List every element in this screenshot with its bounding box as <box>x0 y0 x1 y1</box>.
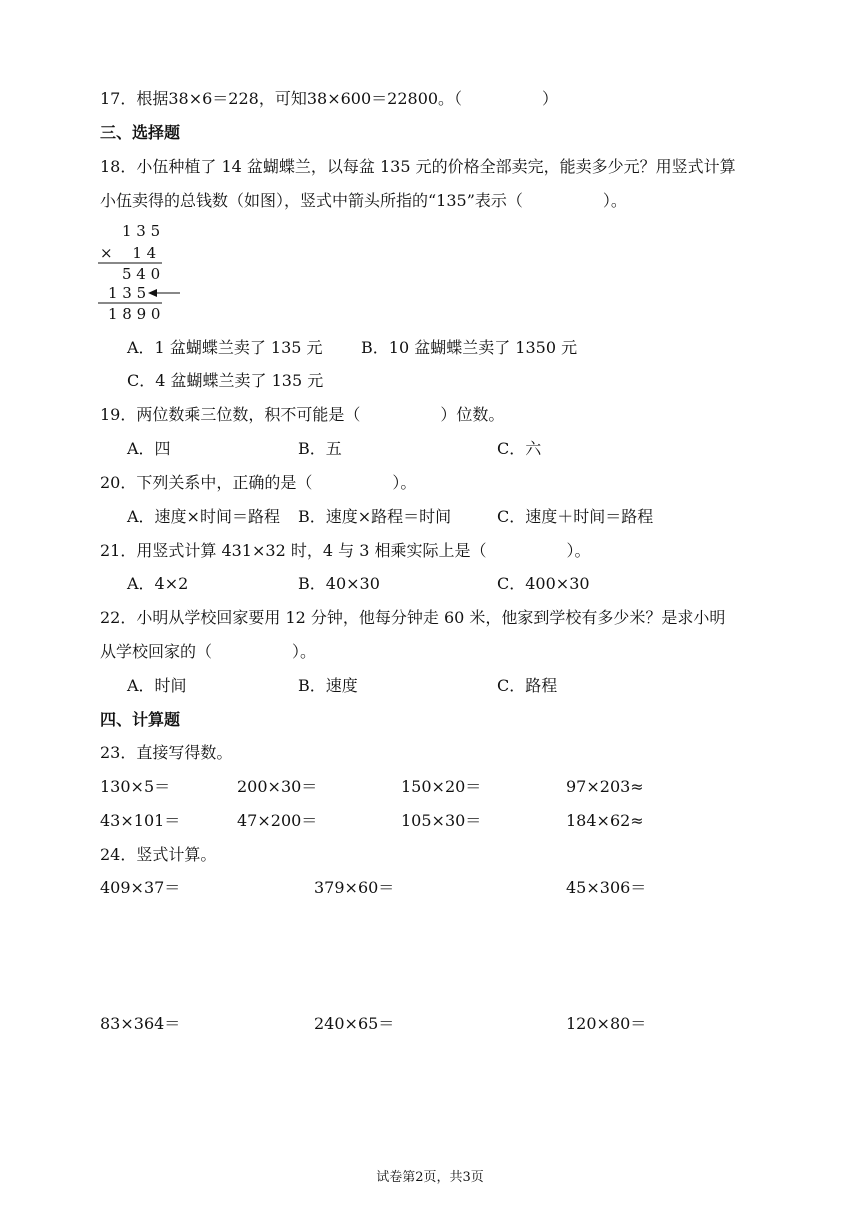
q24-item: 379×60＝ <box>314 878 395 897</box>
q21-option-b[interactable]: B．40×30 <box>298 574 380 593</box>
section-heading-choice: 三、选择题 <box>100 123 181 142</box>
q22-option-c[interactable]: C．路程 <box>497 676 558 695</box>
q23-item: 43×101＝ <box>100 811 181 830</box>
question-22-line1: 22．小明从学校回家要用 12 分钟，他每分钟走 60 米，他家到学校有多少米？是求小明 <box>100 608 726 627</box>
final-product: 1 8 9 0 <box>108 305 161 322</box>
question-19: 19．两位数乘三位数，积不可能是（ ）位数。 <box>100 405 505 424</box>
q24-item: 409×37＝ <box>100 878 181 897</box>
q23-item: 184×62≈ <box>566 811 644 830</box>
section-heading-calculation: 四、计算题 <box>100 710 181 729</box>
question-24: 24．竖式计算。 <box>100 845 217 864</box>
multiplier: × 1 4 <box>100 244 157 262</box>
q23-item: 200×30＝ <box>237 777 318 796</box>
q23-item: 97×203≈ <box>566 777 644 796</box>
question-20: 20．下列关系中，正确的是（ ）。 <box>100 473 417 492</box>
q18-option-b[interactable]: B．10 盆蝴蝶兰卖了 1350 元 <box>361 338 578 357</box>
question-18-line2: 小伍卖得的总钱数（如图），竖式中箭头所指的“135”表示（ ）。 <box>100 191 627 210</box>
partial-product-1: 5 4 0 <box>122 265 161 283</box>
question-23: 23．直接写得数。 <box>100 743 233 762</box>
q24-item: 240×65＝ <box>314 1014 395 1033</box>
q21-option-c[interactable]: C．400×30 <box>497 574 590 593</box>
q20-option-a[interactable]: A．速度×时间＝路程 <box>127 507 280 526</box>
q24-item: 120×80＝ <box>566 1014 647 1033</box>
q18-option-c[interactable]: C．4 盆蝴蝶兰卖了 135 元 <box>127 371 324 390</box>
q19-option-a[interactable]: A．四 <box>127 439 171 458</box>
q22-option-b[interactable]: B．速度 <box>298 676 358 695</box>
question-18-line1: 18．小伍种植了 14 盆蝴蝶兰，以每盆 135 元的价格全部卖完，能卖多少元？用竖式计算 <box>100 157 736 176</box>
arrow-head <box>148 289 157 297</box>
question-17: 17．根据38×6＝228，可知38×600＝22800。（ ） <box>100 89 559 108</box>
q23-item: 105×30＝ <box>401 811 482 830</box>
vertical-multiplication-figure <box>96 222 196 322</box>
question-22-line2: 从学校回家的（ ）。 <box>100 642 317 661</box>
q23-item: 130×5＝ <box>100 777 171 796</box>
q20-option-c[interactable]: C．速度＋时间＝路程 <box>497 507 654 526</box>
q19-option-b[interactable]: B．五 <box>298 439 342 458</box>
q20-option-b[interactable]: B．速度×路程＝时间 <box>298 507 452 526</box>
q21-option-a[interactable]: A．4×2 <box>127 574 189 593</box>
q22-option-a[interactable]: A．时间 <box>127 676 187 695</box>
q24-item: 45×306＝ <box>566 878 647 897</box>
page-footer: 试卷第2页，共3页 <box>376 1170 484 1185</box>
q19-option-c[interactable]: C．六 <box>497 439 542 458</box>
q18-option-a[interactable]: A．1 盆蝴蝶兰卖了 135 元 <box>127 338 323 357</box>
question-21: 21．用竖式计算 431×32 时，4 与 3 相乘实际上是（ ）。 <box>100 541 591 560</box>
partial-product-2: 1 3 5 <box>108 284 147 302</box>
multiplicand: 1 3 5 <box>122 222 161 240</box>
q23-item: 150×20＝ <box>401 777 482 796</box>
q23-item: 47×200＝ <box>237 811 318 830</box>
q24-item: 83×364＝ <box>100 1014 181 1033</box>
